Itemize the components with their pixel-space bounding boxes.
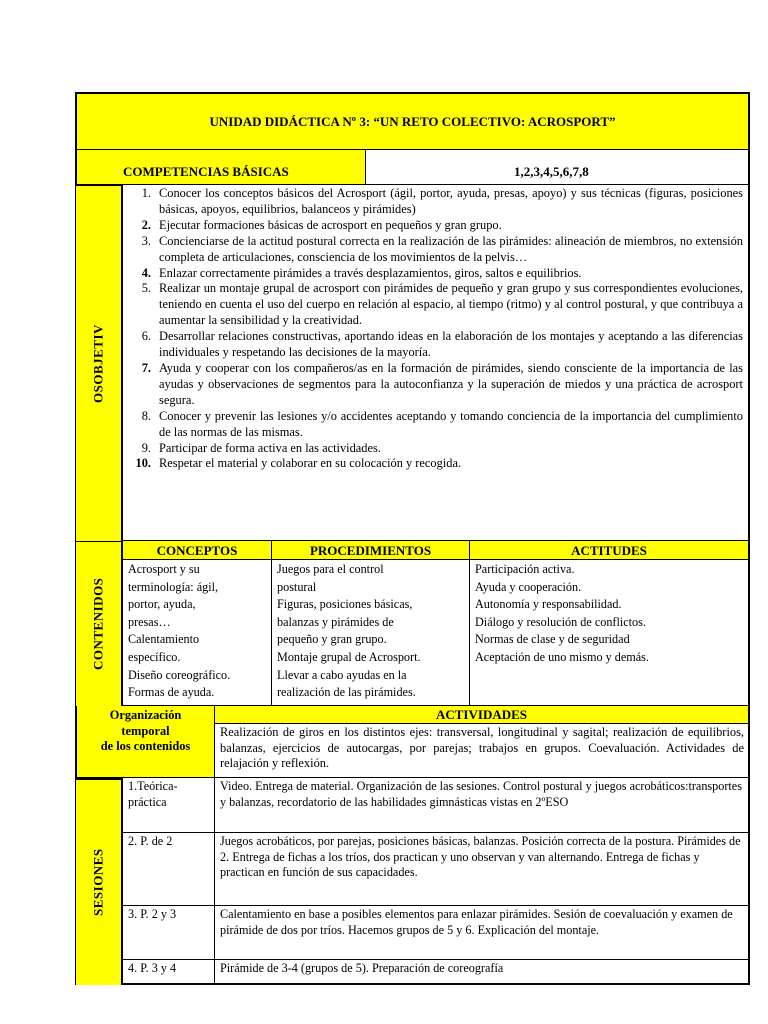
organizacion-label-line-1: Organización	[109, 708, 182, 722]
objetivos-list	[123, 186, 743, 472]
sesion-name-cell: 4. P. 3 y 4	[123, 960, 215, 985]
procedimiento-line: balanzas y pirámides de	[277, 614, 394, 629]
sesiones-label: SESIONES	[75, 778, 123, 985]
sesion-name-cell: 1.Teórica-práctica	[123, 778, 215, 833]
actitud-line: Normas de clase y de seguridad	[475, 632, 630, 647]
objetivo-item	[123, 361, 743, 409]
organizacion-label-cell	[75, 706, 215, 778]
sesion-description-cell: Video. Entrega de material. Organización de las sesiones. Control postural y juegos acrobáticos:transportes y balanzas, recordatorio de las habilidades gimnásticas vistas en 2ºESO	[215, 778, 750, 833]
sesion-description-cell: Calentamiento en base a posibles elementos para enlazar pirámides. Sesión de coevaluación y examen de pirámide de dos por tríos. Hacemos grupos de 5 y 6. Explicación del montaje.	[215, 906, 750, 960]
actitud-line: Ayuda y cooperación.	[475, 579, 582, 594]
objetivo-text: Ejecutar formaciones básicas de acrosport en pequeños y gran grupo.	[159, 217, 502, 232]
organizacion-label-line-2: temporal	[121, 723, 170, 738]
procedimiento-line: realización de las pirámides.	[277, 685, 416, 700]
competencias-value: 1,2,3,4,5,6,7,8	[514, 164, 589, 179]
objetivo-item	[123, 266, 743, 282]
objetivo-text: Conocer los conceptos básicos del Acrosport (ágil, portor, ayuda, presas, apoyo) y sus técnicas (figuras, posiciones básicas, apoyos, equilibrios, balanceos y pirámides)	[159, 186, 743, 216]
objetivo-number: 9.	[141, 440, 151, 455]
procedimiento-line: Montaje grupal de Acrosport.	[277, 649, 421, 664]
objetivos-label: OSOBJETIV	[75, 185, 123, 541]
objetivo-item	[123, 329, 743, 361]
actitud-line: Autonomía y responsabilidad.	[475, 597, 622, 612]
contenidos-label: CONTENIDOS	[75, 541, 123, 706]
conceptos-cell	[123, 560, 272, 706]
conceptos-header: CONCEPTOS	[123, 541, 272, 560]
organizacion-label-line-3: de los contenidos	[100, 739, 191, 753]
objetivo-number: 10.	[135, 456, 151, 471]
objetivo-text: Enlazar correctamente pirámides a través desplazamientos, giros, saltos e equilibrios.	[159, 265, 582, 280]
objetivo-text: Desarrollar relaciones constructivas, aportando ideas en la elaboración de los montajes y aceptando a las diferencias individuales y respetando las decisiones de la mayoría.	[159, 329, 743, 360]
objetivo-text: Concienciarse de la actitud postural correcta en la realización de las pirámides: alineación de miembros, no extensión completa de articulaciones, consciencia de los movimientos de la pelvis…	[159, 233, 743, 264]
competencias-value-cell	[366, 150, 750, 185]
sesion-name-cell: 2. P. de 2	[123, 833, 215, 906]
objetivo-number: 7.	[141, 360, 151, 375]
objetivo-number: 1.	[141, 186, 151, 200]
competencias-label: COMPETENCIAS BÁSICAS	[123, 164, 289, 179]
objetivo-number: 2.	[141, 217, 151, 232]
concepto-line: presas…	[128, 614, 171, 629]
unit-title: UNIDAD DIDÁCTICA Nº 3: “UN RETO COLECTIVO: ACROSPORT”	[75, 92, 750, 150]
objetivo-item	[123, 441, 743, 457]
procedimiento-line: Juegos para el control	[277, 562, 384, 576]
objetivo-number: 8.	[141, 408, 151, 423]
objetivo-item	[123, 234, 743, 266]
procedimiento-line: Figuras, posiciones básicas,	[277, 597, 413, 612]
procedimiento-line: pequeño y gran grupo.	[277, 632, 387, 647]
objetivo-text: Conocer y prevenir las lesiones y/o accidentes aceptando y tomando conciencia de la importancia del cumplimiento de las normas de las mismas.	[159, 408, 743, 439]
objetivo-text: Participar de forma activa en las actividades.	[159, 440, 381, 455]
concepto-line: Acrosport y su	[128, 562, 200, 576]
objetivo-item	[123, 456, 743, 472]
concepto-line: Diseño coreográfico.	[128, 667, 231, 682]
objetivo-number: 5.	[141, 281, 151, 296]
procedimiento-line: postural	[277, 579, 317, 594]
objetivo-number: 4.	[141, 265, 151, 280]
concepto-line: Calentamiento	[128, 632, 200, 647]
objetivo-text: Respetar el material y colaborar en su colocación y recogida.	[159, 456, 462, 471]
actitud-line: Diálogo y resolución de conflictos.	[475, 614, 646, 629]
actividades-text: Realización de giros en los distintos ejes: transversal, longitudinal y sagital; realización de equilibrios, balanzas, ejercicios de autocargas, por parejas; trabajos en grupos. Coevaluación. Actividades de relajación y reflexión.	[215, 724, 750, 778]
actividades-header: ACTIVIDADES	[215, 706, 750, 724]
objetivo-item	[123, 409, 743, 441]
concepto-line: portor, ayuda,	[128, 597, 196, 612]
sesion-name-cell: 3. P. 2 y 3	[123, 906, 215, 960]
procedimiento-line: Llevar a cabo ayudas en la	[277, 667, 407, 682]
actitudes-cell	[470, 560, 750, 706]
procedimientos-cell	[272, 560, 470, 706]
actitud-line: Aceptación de uno mismo y demás.	[475, 649, 649, 664]
procedimientos-header: PROCEDIMIENTOS	[272, 541, 470, 560]
competencias-label-cell	[75, 150, 366, 185]
concepto-line: específico.	[128, 649, 181, 664]
objetivo-number: 6.	[141, 329, 151, 344]
concepto-line: terminología: ágil,	[128, 579, 219, 594]
objetivo-text: Realizar un montaje grupal de acrosport con pirámides de pequeño y gran grupo y sus correspondientes evoluciones, teniendo en cuenta el uso del cuerpo en relación al espacio, al tiempo (ritmo) y al control postural, y que contribuya a aumentar la sensibilidad y la creatividad.	[159, 281, 743, 328]
objetivo-item	[123, 218, 743, 234]
actitud-line: Participación activa.	[475, 562, 575, 576]
objetivo-item	[123, 281, 743, 329]
sesion-description-cell: Pirámide de 3-4 (grupos de 5). Preparación de coreografía	[215, 960, 750, 985]
objetivos-cell	[123, 185, 750, 541]
sesion-description-cell: Juegos acrobáticos, por parejas, posiciones básicas, balanzas. Posición correcta de la postura. Pirámides de 2. Entrega de fichas a los tríos, dos practican y uno observan y van alternando. Entrega de fichas y practican en función de sus capacidades.	[215, 833, 750, 906]
objetivo-text: Ayuda y cooperar con los compañeros/as en la formación de pirámides, siendo consciente de la importancia de las ayudas y observaciones de segmentos para la autoconfianza y la superación de miedos y una práctica de acrosport segura.	[159, 360, 743, 407]
objetivo-item	[123, 186, 743, 218]
concepto-line: Formas de ayuda.	[128, 685, 215, 700]
objetivo-number: 3.	[141, 233, 151, 248]
actitudes-header: ACTITUDES	[470, 541, 750, 560]
